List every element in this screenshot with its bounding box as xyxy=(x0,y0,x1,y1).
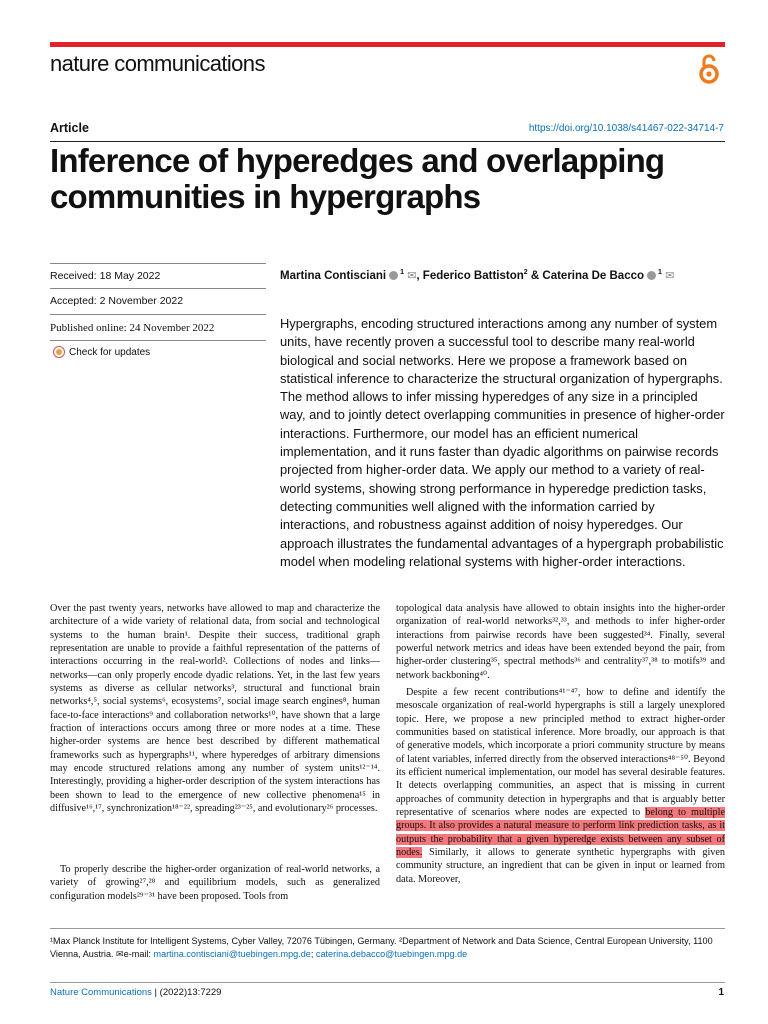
orcid-icon[interactable] xyxy=(647,271,656,280)
top-red-rule xyxy=(50,42,725,47)
accepted-date: Accepted: 2 November 2022 xyxy=(50,295,184,307)
mail-icon[interactable]: ✉ xyxy=(665,270,675,282)
body-paragraph: To properly describe the higher-order organization of real-world networks, a variety of growing²⁷,²⁸ and equilibrium models, such as generalized configuration models²⁹⁻³¹ have been proposed. Tools from xyxy=(50,864,380,902)
meta-rule xyxy=(50,340,266,341)
body-text: Similarly, it allows to generate synthetic hypergraphs with given community structure, an ingredient that can be given in input or learned from data. Moreover, xyxy=(396,847,725,885)
doi-link[interactable]: https://doi.org/10.1038/s41467-022-34714-7 xyxy=(528,123,724,134)
author-separator: & xyxy=(530,270,540,282)
open-access-icon[interactable] xyxy=(696,53,722,85)
check-updates-icon xyxy=(53,346,65,358)
article-title xyxy=(50,143,710,215)
meta-rule xyxy=(50,314,266,315)
footnote-rule xyxy=(50,928,725,929)
received-date: Received: 18 May 2022 xyxy=(50,270,161,282)
footer-journal-link[interactable]: Nature Communications xyxy=(50,987,152,998)
footer-volume: | (2022)13:7229 xyxy=(151,987,222,998)
journal-name: nature communications xyxy=(50,51,265,76)
body-paragraph: topological data analysis have allowed to obtain insights into the higher-order organization of real-world networks³²,³³, and methods to infer higher-order interactions from pairwise records have been suggested³⁴. Finally, several powerful network metrics and ideas have been extended beyond the pair, from higher-order clustering³⁵, spectral methods³⁶ and centrality³⁷,³⁸ to motifs³⁹ and network backboning⁴⁰. xyxy=(396,603,725,681)
author-name[interactable]: Federico Battiston xyxy=(422,270,524,282)
highlighted-text[interactable]: belong to multiple groups. It also provides a natural measure to perform link prediction tasks, as it outputs the probability that a given hyperedge exists between any subset of nodes. xyxy=(396,807,726,859)
check-for-updates-button[interactable] xyxy=(53,346,150,358)
title-line-1: Inference of hyperedges and overlapping xyxy=(50,142,665,179)
affiliation-sup: 1 xyxy=(400,269,404,277)
affiliation-sup: 2 xyxy=(523,269,528,277)
affiliation-sup: 1 xyxy=(658,269,662,277)
author-name[interactable]: Martina Contisciani xyxy=(280,270,387,282)
footnote-text: ¹Max Planck Institute for Intelligent Systems, Cyber Valley, 72076 Tübingen, Germany. ²Department of Network and Data Science, Central European University, 1100 Vienna, Austria. ✉e-mail: xyxy=(50,936,713,960)
footer-citation xyxy=(50,987,221,998)
abstract: Hypergraphs, encoding structured interactions among any number of system units, have recently proven a successful tool to describe many real-world biological and social networks. Here we propose a framework based on statistical inference to characterize the structural organization of hypergraphs. The method allows to infer missing hyperedges of any size in a principled way, and to jointly detect overlapping communities in presence of higher-order interactions. Furthermore, our model has an efficient numerical implementation, and it runs faster than dyadic algorithms on pairwise records projected from higher-order data. We apply our method to a variety of real-world systems, showing strong performance in hyperedge prediction tasks, detecting communities well aligned with the information carried by interactions, and robustness against addition of noisy hyperedges. Our approach illustrates the fundamental advantages of a hypergraph probabilistic model when modeling relational systems with higher-order interactions. xyxy=(280,316,725,569)
email-link[interactable]: martina.contisciani@tuebingen.mpg.de xyxy=(153,949,311,960)
page-number: 1 xyxy=(718,987,724,998)
title-line-2: communities in hypergraphs xyxy=(50,178,481,215)
check-updates-label: Check for updates xyxy=(69,346,151,358)
affiliations-footnote xyxy=(50,935,725,962)
footer-rule xyxy=(50,982,725,983)
author-list: Martina Contisciani $^1$ ✉, Federico Battiston$^2$ & Caterina De Bacco $^1$ ✉ xyxy=(280,269,675,282)
article-type: Article xyxy=(50,121,89,135)
mail-icon[interactable]: ✉ xyxy=(407,270,417,282)
body-paragraph xyxy=(396,686,725,886)
body-paragraph: Over the past twenty years, networks have allowed to map and characterize the architecture of a wide variety of relational data, from social and technological systems to the human brain¹. Despite their success, traditional graph representation are unable to provide a faithful representation of the patterns of interactions occurring in the real-world². Collections of nodes and links—networks—can only properly encode dyadic relations. Yet, in the last few years systems as diverse as cellular networks³, structural and functional brain networks⁴,⁵, social systems⁶, ecosystems⁷, social image search engines⁸, human face-to-face interactions⁹ and collaboration networks¹⁰, have shown that a large fraction of interactions occurs among three or more nodes at a time. These higher-order systems are hence best described by different mathematical frameworks such as hypergraphs¹¹, where hyperedges of arbitrary dimensions may encode structured relations among any number of system units¹²⁻¹⁴. Interestingly, providing a higher-order description of the system interactions has been shown to lead to the emergence of new collective phenomena¹⁵ in diffusive¹⁶,¹⁷, synchronization¹⁸⁻²², spreading²³⁻²⁵, and evolutionary²⁶ processes. xyxy=(50,603,380,815)
author-name[interactable]: Caterina De Bacco xyxy=(542,270,645,282)
meta-rule xyxy=(50,288,266,289)
email-link[interactable]: caterina.debacco@tuebingen.mpg.de xyxy=(315,949,468,960)
published-date: Published online: 24 November 2022 xyxy=(50,322,215,334)
meta-rule xyxy=(50,263,266,264)
orcid-icon[interactable] xyxy=(389,271,398,280)
body-text: Despite a few recent contributions⁴¹⁻⁴⁷, how to define and identify the mesoscale organization of real-world hypergraphs is still a largely unexplored topic. Here, we propose a new principled method to extract higher-order communities based on statistical inference. More broadly, our approach is that of generative models, which incorporate a priori community structure by means of latent variables, inferred directly from the observed interactions⁴⁸⁻⁵⁰. Beyond its efficient numerical implementation, our model has several desirable features. It detects overlapping communities, an aspect that is missing in current approaches of community detection in hypergraphs and that is arguably better representative of scenarios where nodes are expected to xyxy=(396,687,725,819)
footnote-separator: ; xyxy=(310,949,316,960)
